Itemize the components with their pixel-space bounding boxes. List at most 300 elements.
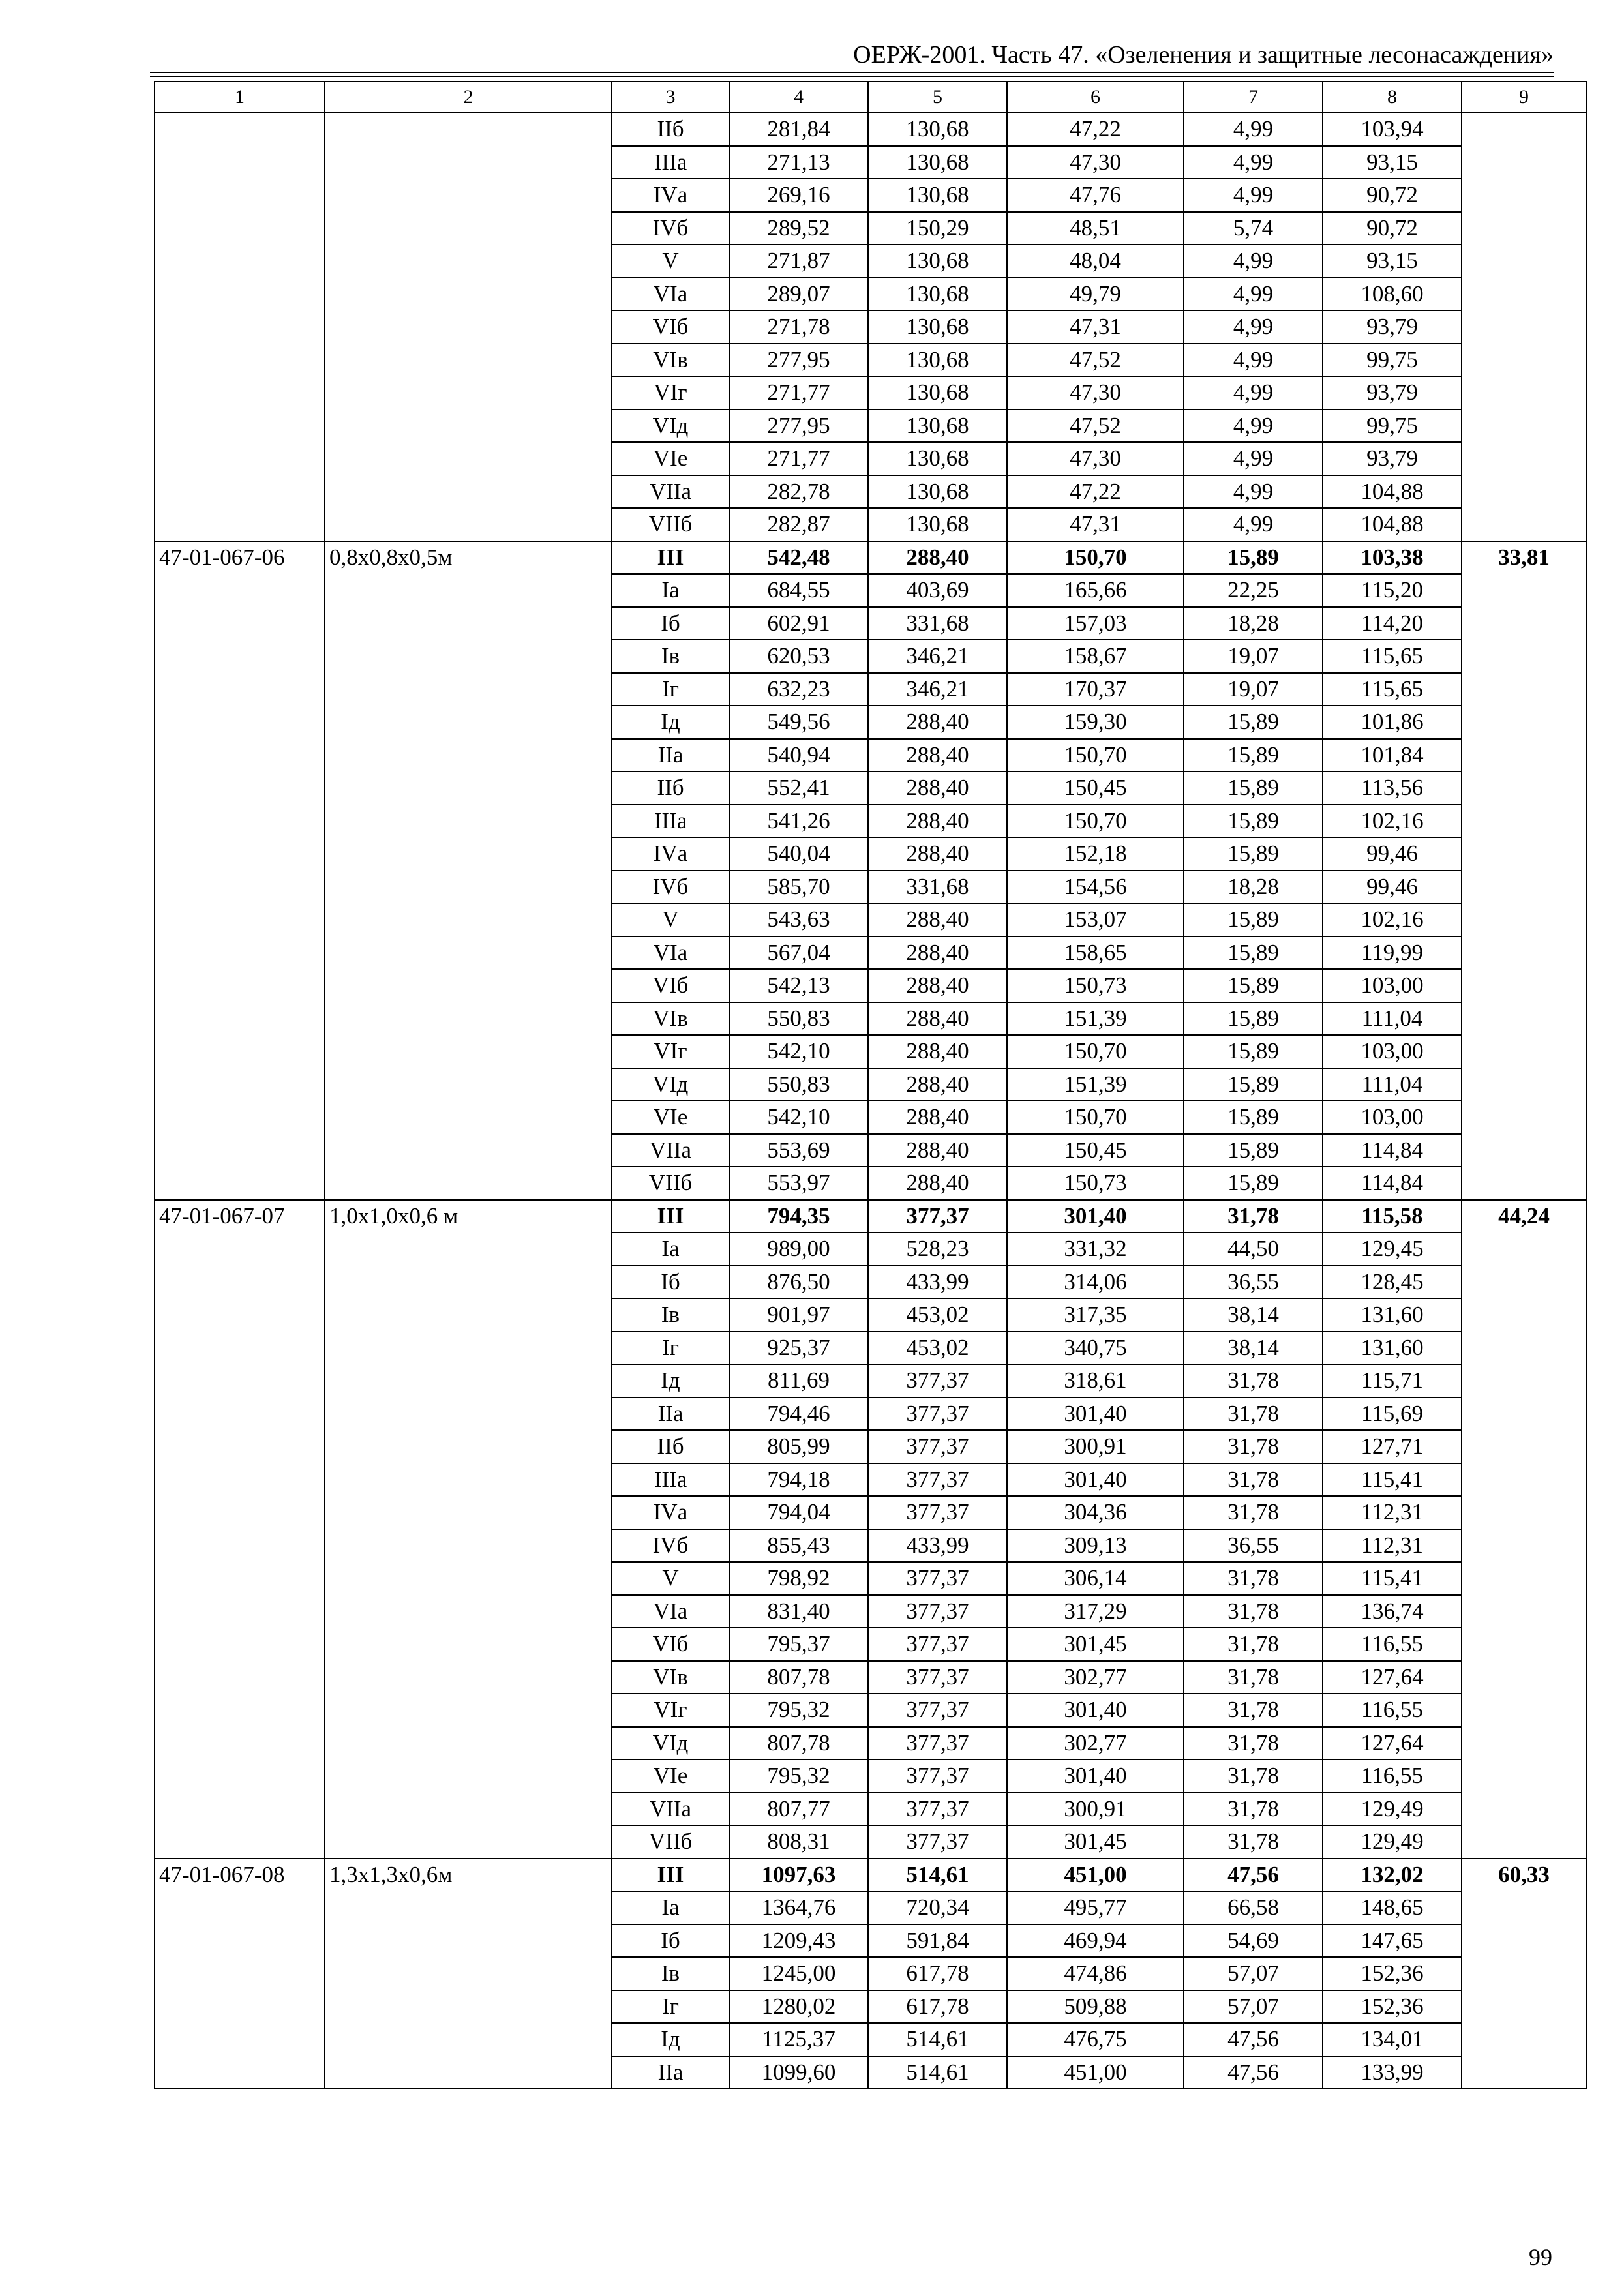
total-cost-cell: 684,55 bbox=[729, 574, 868, 607]
variant-cell: VIб bbox=[612, 1628, 729, 1661]
machines-cell: 306,14 bbox=[1007, 1562, 1184, 1595]
total-cost-cell: 795,32 bbox=[729, 1759, 868, 1793]
column-number: 2 bbox=[325, 82, 612, 113]
variant-cell: VIа bbox=[612, 278, 729, 311]
wages-cell: 720,34 bbox=[868, 1891, 1007, 1924]
total-cost-cell: 281,84 bbox=[729, 113, 868, 146]
total-cost-cell: 289,07 bbox=[729, 278, 868, 311]
variant-cell: VIе bbox=[612, 1101, 729, 1134]
wages-cell: 288,40 bbox=[868, 771, 1007, 805]
materials-cell: 115,20 bbox=[1323, 574, 1462, 607]
machinist-wages-cell: 31,78 bbox=[1184, 1364, 1323, 1398]
wages-cell: 288,40 bbox=[868, 739, 1007, 772]
materials-cell: 104,88 bbox=[1323, 475, 1462, 509]
variant-cell: VIб bbox=[612, 310, 729, 344]
variant-cell: VIIб bbox=[612, 508, 729, 541]
machinist-wages-cell: 36,55 bbox=[1184, 1529, 1323, 1563]
variant-cell: VIг bbox=[612, 1694, 729, 1727]
variant-cell: IVб bbox=[612, 871, 729, 904]
column-number: 7 bbox=[1184, 82, 1323, 113]
variant-cell: VIг bbox=[612, 376, 729, 410]
machines-cell: 170,37 bbox=[1007, 673, 1184, 706]
machinist-wages-cell: 15,89 bbox=[1184, 706, 1323, 739]
total-cost-cell: 794,35 bbox=[729, 1200, 868, 1233]
machinist-wages-cell: 15,89 bbox=[1184, 1134, 1323, 1167]
total-cost-cell: 794,46 bbox=[729, 1398, 868, 1431]
materials-cell: 93,79 bbox=[1323, 442, 1462, 475]
variant-cell: VIе bbox=[612, 1759, 729, 1793]
total-cost-cell: 542,10 bbox=[729, 1101, 868, 1134]
wages-cell: 377,37 bbox=[868, 1628, 1007, 1661]
machinist-wages-cell: 31,78 bbox=[1184, 1661, 1323, 1694]
machinist-wages-cell: 4,99 bbox=[1184, 376, 1323, 410]
machinist-wages-cell: 19,07 bbox=[1184, 673, 1323, 706]
variant-cell: IVа bbox=[612, 1496, 729, 1529]
column-number: 9 bbox=[1462, 82, 1586, 113]
wages-cell: 591,84 bbox=[868, 1924, 1007, 1958]
wages-cell: 377,37 bbox=[868, 1825, 1007, 1859]
total-cost-cell: 552,41 bbox=[729, 771, 868, 805]
total-cost-cell: 807,77 bbox=[729, 1793, 868, 1826]
variant-cell: V bbox=[612, 1562, 729, 1595]
total-cost-cell: 794,04 bbox=[729, 1496, 868, 1529]
machinist-wages-cell: 15,89 bbox=[1184, 541, 1323, 575]
variant-cell: Iг bbox=[612, 1990, 729, 2024]
machines-cell: 495,77 bbox=[1007, 1891, 1184, 1924]
materials-cell: 116,55 bbox=[1323, 1759, 1462, 1793]
variant-cell: VIа bbox=[612, 1595, 729, 1628]
materials-cell: 115,69 bbox=[1323, 1398, 1462, 1431]
total-cost-cell: 540,94 bbox=[729, 739, 868, 772]
variant-cell: VIв bbox=[612, 1002, 729, 1036]
wages-cell: 377,37 bbox=[868, 1694, 1007, 1727]
total-cost-cell: 1097,63 bbox=[729, 1859, 868, 1892]
total-cost-cell: 798,92 bbox=[729, 1562, 868, 1595]
materials-cell: 115,41 bbox=[1323, 1463, 1462, 1497]
variant-cell: Iб bbox=[612, 607, 729, 640]
variant-cell: III bbox=[612, 1859, 729, 1892]
column-number: 4 bbox=[729, 82, 868, 113]
code-cell: 47-01-067-08 bbox=[155, 1859, 325, 2089]
materials-cell: 152,36 bbox=[1323, 1957, 1462, 1990]
machinist-wages-cell: 5,74 bbox=[1184, 212, 1323, 245]
materials-cell: 114,20 bbox=[1323, 607, 1462, 640]
machinist-wages-cell: 19,07 bbox=[1184, 640, 1323, 673]
machines-cell: 153,07 bbox=[1007, 903, 1184, 936]
machinist-wages-cell: 4,99 bbox=[1184, 508, 1323, 541]
total-cost-cell: 282,87 bbox=[729, 508, 868, 541]
total-cost-cell: 542,48 bbox=[729, 541, 868, 575]
machinist-wages-cell: 31,78 bbox=[1184, 1793, 1323, 1826]
machines-cell: 150,70 bbox=[1007, 739, 1184, 772]
machinist-wages-cell: 4,99 bbox=[1184, 344, 1323, 377]
variant-cell: IIа bbox=[612, 2056, 729, 2089]
materials-cell: 104,88 bbox=[1323, 508, 1462, 541]
wages-cell: 288,40 bbox=[868, 1167, 1007, 1200]
machinist-wages-cell: 15,89 bbox=[1184, 771, 1323, 805]
machines-cell: 151,39 bbox=[1007, 1068, 1184, 1101]
machines-cell: 302,77 bbox=[1007, 1727, 1184, 1760]
machines-cell: 154,56 bbox=[1007, 871, 1184, 904]
total-cost-cell: 855,43 bbox=[729, 1529, 868, 1563]
wages-cell: 288,40 bbox=[868, 903, 1007, 936]
machinist-wages-cell: 54,69 bbox=[1184, 1924, 1323, 1958]
machines-cell: 301,40 bbox=[1007, 1398, 1184, 1431]
wages-cell: 288,40 bbox=[868, 706, 1007, 739]
column-number-row bbox=[155, 82, 1586, 113]
machines-cell: 331,32 bbox=[1007, 1233, 1184, 1266]
variant-cell: Iб bbox=[612, 1924, 729, 1958]
materials-cell: 127,64 bbox=[1323, 1661, 1462, 1694]
machines-cell: 158,67 bbox=[1007, 640, 1184, 673]
header-rule bbox=[150, 72, 1554, 77]
machines-cell: 158,65 bbox=[1007, 936, 1184, 970]
machinist-wages-cell: 31,78 bbox=[1184, 1628, 1323, 1661]
column-number: 6 bbox=[1007, 82, 1184, 113]
total-cost-cell: 271,77 bbox=[729, 376, 868, 410]
total-cost-cell: 602,91 bbox=[729, 607, 868, 640]
materials-cell: 147,65 bbox=[1323, 1924, 1462, 1958]
total-cost-cell: 553,97 bbox=[729, 1167, 868, 1200]
machinist-wages-cell: 31,78 bbox=[1184, 1200, 1323, 1233]
machinist-wages-cell: 15,89 bbox=[1184, 936, 1323, 970]
materials-cell: 111,04 bbox=[1323, 1068, 1462, 1101]
variant-cell: IIIа bbox=[612, 146, 729, 179]
wages-cell: 377,37 bbox=[868, 1364, 1007, 1398]
wages-cell: 130,68 bbox=[868, 179, 1007, 212]
machinist-wages-cell: 66,58 bbox=[1184, 1891, 1323, 1924]
wages-cell: 331,68 bbox=[868, 607, 1007, 640]
machines-cell: 47,30 bbox=[1007, 146, 1184, 179]
total-cost-cell: 1099,60 bbox=[729, 2056, 868, 2089]
variant-cell: VIв bbox=[612, 1661, 729, 1694]
variant-cell: Iд bbox=[612, 1364, 729, 1398]
materials-cell: 90,72 bbox=[1323, 179, 1462, 212]
machinist-wages-cell: 15,89 bbox=[1184, 903, 1323, 936]
variant-cell: Iа bbox=[612, 1233, 729, 1266]
materials-cell: 133,99 bbox=[1323, 2056, 1462, 2089]
size-cell: 1,3х1,3х0,6м bbox=[325, 1859, 612, 2089]
machinist-wages-cell: 31,78 bbox=[1184, 1430, 1323, 1463]
total-cost-cell: 567,04 bbox=[729, 936, 868, 970]
machinist-wages-cell: 38,14 bbox=[1184, 1332, 1323, 1365]
wages-cell: 130,68 bbox=[868, 410, 1007, 443]
total-cost-cell: 1245,00 bbox=[729, 1957, 868, 1990]
machines-cell: 150,73 bbox=[1007, 969, 1184, 1002]
wages-cell: 130,68 bbox=[868, 278, 1007, 311]
materials-cell: 134,01 bbox=[1323, 2023, 1462, 2056]
machines-cell: 157,03 bbox=[1007, 607, 1184, 640]
machines-cell: 451,00 bbox=[1007, 2056, 1184, 2089]
materials-cell: 152,36 bbox=[1323, 1990, 1462, 2024]
variant-cell: VIIб bbox=[612, 1167, 729, 1200]
wages-cell: 288,40 bbox=[868, 837, 1007, 871]
page-number: 99 bbox=[1529, 2244, 1552, 2270]
variant-cell: Iв bbox=[612, 1298, 729, 1332]
wages-cell: 331,68 bbox=[868, 871, 1007, 904]
wages-cell: 377,37 bbox=[868, 1496, 1007, 1529]
wages-cell: 130,68 bbox=[868, 146, 1007, 179]
variant-cell: III bbox=[612, 1200, 729, 1233]
wages-cell: 453,02 bbox=[868, 1332, 1007, 1365]
wages-cell: 377,37 bbox=[868, 1727, 1007, 1760]
materials-cell: 115,41 bbox=[1323, 1562, 1462, 1595]
wages-cell: 288,40 bbox=[868, 1035, 1007, 1068]
total-cost-cell: 542,10 bbox=[729, 1035, 868, 1068]
wages-cell: 433,99 bbox=[868, 1529, 1007, 1563]
wages-cell: 130,68 bbox=[868, 344, 1007, 377]
machinist-wages-cell: 47,56 bbox=[1184, 2056, 1323, 2089]
total-cost-cell: 811,69 bbox=[729, 1364, 868, 1398]
total-cost-cell: 550,83 bbox=[729, 1068, 868, 1101]
materials-cell: 148,65 bbox=[1323, 1891, 1462, 1924]
machinist-wages-cell: 4,99 bbox=[1184, 245, 1323, 278]
size-cell: 1,0х1,0х0,6 м bbox=[325, 1200, 612, 1859]
labor-cell: 33,81 bbox=[1462, 541, 1586, 1200]
machinist-wages-cell: 4,99 bbox=[1184, 442, 1323, 475]
machines-cell: 47,52 bbox=[1007, 344, 1184, 377]
machinist-wages-cell: 18,28 bbox=[1184, 871, 1323, 904]
materials-cell: 115,65 bbox=[1323, 673, 1462, 706]
machinist-wages-cell: 4,99 bbox=[1184, 146, 1323, 179]
machinist-wages-cell: 57,07 bbox=[1184, 1990, 1323, 2024]
materials-cell: 114,84 bbox=[1323, 1167, 1462, 1200]
variant-cell: VIIа bbox=[612, 1793, 729, 1826]
total-cost-cell: 282,78 bbox=[729, 475, 868, 509]
machines-cell: 314,06 bbox=[1007, 1266, 1184, 1299]
variant-cell: VIб bbox=[612, 969, 729, 1002]
materials-cell: 103,38 bbox=[1323, 541, 1462, 575]
wages-cell: 514,61 bbox=[868, 2056, 1007, 2089]
total-cost-cell: 543,63 bbox=[729, 903, 868, 936]
machinist-wages-cell: 31,78 bbox=[1184, 1759, 1323, 1793]
materials-cell: 101,86 bbox=[1323, 706, 1462, 739]
variant-cell: IVа bbox=[612, 179, 729, 212]
machinist-wages-cell: 57,07 bbox=[1184, 1957, 1323, 1990]
machinist-wages-cell: 4,99 bbox=[1184, 113, 1323, 146]
machines-cell: 47,30 bbox=[1007, 376, 1184, 410]
machinist-wages-cell: 22,25 bbox=[1184, 574, 1323, 607]
machines-cell: 152,18 bbox=[1007, 837, 1184, 871]
total-cost-cell: 1364,76 bbox=[729, 1891, 868, 1924]
wages-cell: 514,61 bbox=[868, 1859, 1007, 1892]
code-cell: 47-01-067-06 bbox=[155, 541, 325, 1200]
machinist-wages-cell: 15,89 bbox=[1184, 1068, 1323, 1101]
materials-cell: 90,72 bbox=[1323, 212, 1462, 245]
wages-cell: 377,37 bbox=[868, 1463, 1007, 1497]
variant-cell: Iа bbox=[612, 574, 729, 607]
materials-cell: 119,99 bbox=[1323, 936, 1462, 970]
wages-cell: 377,37 bbox=[868, 1430, 1007, 1463]
variant-cell: IIб bbox=[612, 771, 729, 805]
machines-cell: 304,36 bbox=[1007, 1496, 1184, 1529]
wages-cell: 130,68 bbox=[868, 442, 1007, 475]
machines-cell: 47,22 bbox=[1007, 475, 1184, 509]
materials-cell: 131,60 bbox=[1323, 1298, 1462, 1332]
machines-cell: 474,86 bbox=[1007, 1957, 1184, 1990]
wages-cell: 453,02 bbox=[868, 1298, 1007, 1332]
total-cost-cell: 805,99 bbox=[729, 1430, 868, 1463]
table-body bbox=[155, 82, 1586, 2089]
total-cost-cell: 277,95 bbox=[729, 344, 868, 377]
machines-cell: 300,91 bbox=[1007, 1430, 1184, 1463]
wages-cell: 130,68 bbox=[868, 475, 1007, 509]
variant-cell: Iд bbox=[612, 706, 729, 739]
machines-cell: 301,40 bbox=[1007, 1200, 1184, 1233]
variant-cell: Iг bbox=[612, 673, 729, 706]
machines-cell: 48,51 bbox=[1007, 212, 1184, 245]
machinist-wages-cell: 15,89 bbox=[1184, 1167, 1323, 1200]
variant-cell: Iв bbox=[612, 640, 729, 673]
variant-cell: IIIа bbox=[612, 1463, 729, 1497]
total-cost-cell: 553,69 bbox=[729, 1134, 868, 1167]
wages-cell: 288,40 bbox=[868, 969, 1007, 1002]
code-cell bbox=[155, 113, 325, 541]
wages-cell: 617,78 bbox=[868, 1990, 1007, 2024]
materials-cell: 127,71 bbox=[1323, 1430, 1462, 1463]
machinist-wages-cell: 4,99 bbox=[1184, 410, 1323, 443]
total-cost-cell: 277,95 bbox=[729, 410, 868, 443]
variant-cell: IIб bbox=[612, 1430, 729, 1463]
wages-cell: 130,68 bbox=[868, 508, 1007, 541]
variant-cell: Iа bbox=[612, 1891, 729, 1924]
machines-cell: 317,35 bbox=[1007, 1298, 1184, 1332]
machinist-wages-cell: 31,78 bbox=[1184, 1825, 1323, 1859]
machines-cell: 476,75 bbox=[1007, 2023, 1184, 2056]
column-number: 1 bbox=[155, 82, 325, 113]
materials-cell: 128,45 bbox=[1323, 1266, 1462, 1299]
size-cell: 0,8х0,8х0,5м bbox=[325, 541, 612, 1200]
machines-cell: 47,30 bbox=[1007, 442, 1184, 475]
materials-cell: 131,60 bbox=[1323, 1332, 1462, 1365]
materials-cell: 103,00 bbox=[1323, 969, 1462, 1002]
machinist-wages-cell: 31,78 bbox=[1184, 1398, 1323, 1431]
materials-cell: 99,75 bbox=[1323, 410, 1462, 443]
machinist-wages-cell: 47,56 bbox=[1184, 2023, 1323, 2056]
table-row bbox=[155, 541, 1586, 575]
variant-cell: IIа bbox=[612, 739, 729, 772]
machinist-wages-cell: 44,50 bbox=[1184, 1233, 1323, 1266]
total-cost-cell: 925,37 bbox=[729, 1332, 868, 1365]
wages-cell: 403,69 bbox=[868, 574, 1007, 607]
machinist-wages-cell: 31,78 bbox=[1184, 1694, 1323, 1727]
variant-cell: IIа bbox=[612, 1398, 729, 1431]
machines-cell: 301,45 bbox=[1007, 1628, 1184, 1661]
materials-cell: 115,71 bbox=[1323, 1364, 1462, 1398]
variant-cell: VIа bbox=[612, 936, 729, 970]
variant-cell: VIд bbox=[612, 1068, 729, 1101]
total-cost-cell: 542,13 bbox=[729, 969, 868, 1002]
variant-cell: III bbox=[612, 541, 729, 575]
machines-cell: 302,77 bbox=[1007, 1661, 1184, 1694]
materials-cell: 103,00 bbox=[1323, 1035, 1462, 1068]
wages-cell: 288,40 bbox=[868, 1068, 1007, 1101]
machines-cell: 301,40 bbox=[1007, 1463, 1184, 1497]
labor-cell: 60,33 bbox=[1462, 1859, 1586, 2089]
materials-cell: 93,15 bbox=[1323, 146, 1462, 179]
price-table bbox=[154, 81, 1587, 2089]
column-number: 3 bbox=[612, 82, 729, 113]
wages-cell: 528,23 bbox=[868, 1233, 1007, 1266]
materials-cell: 93,79 bbox=[1323, 376, 1462, 410]
column-number: 5 bbox=[868, 82, 1007, 113]
variant-cell: VIг bbox=[612, 1035, 729, 1068]
machines-cell: 301,40 bbox=[1007, 1694, 1184, 1727]
code-cell: 47-01-067-07 bbox=[155, 1200, 325, 1859]
wages-cell: 377,37 bbox=[868, 1759, 1007, 1793]
materials-cell: 99,46 bbox=[1323, 837, 1462, 871]
machines-cell: 150,70 bbox=[1007, 1035, 1184, 1068]
wages-cell: 288,40 bbox=[868, 541, 1007, 575]
total-cost-cell: 271,77 bbox=[729, 442, 868, 475]
variant-cell: VIIа bbox=[612, 475, 729, 509]
variant-cell: IVа bbox=[612, 837, 729, 871]
materials-cell: 115,65 bbox=[1323, 640, 1462, 673]
machines-cell: 47,31 bbox=[1007, 508, 1184, 541]
wages-cell: 377,37 bbox=[868, 1793, 1007, 1826]
materials-cell: 101,84 bbox=[1323, 739, 1462, 772]
machines-cell: 47,52 bbox=[1007, 410, 1184, 443]
total-cost-cell: 831,40 bbox=[729, 1595, 868, 1628]
total-cost-cell: 807,78 bbox=[729, 1661, 868, 1694]
materials-cell: 99,46 bbox=[1323, 871, 1462, 904]
machines-cell: 165,66 bbox=[1007, 574, 1184, 607]
machinist-wages-cell: 31,78 bbox=[1184, 1562, 1323, 1595]
total-cost-cell: 540,04 bbox=[729, 837, 868, 871]
machines-cell: 47,22 bbox=[1007, 113, 1184, 146]
wages-cell: 514,61 bbox=[868, 2023, 1007, 2056]
total-cost-cell: 269,16 bbox=[729, 179, 868, 212]
machinist-wages-cell: 31,78 bbox=[1184, 1463, 1323, 1497]
total-cost-cell: 550,83 bbox=[729, 1002, 868, 1036]
machines-cell: 49,79 bbox=[1007, 278, 1184, 311]
wages-cell: 433,99 bbox=[868, 1266, 1007, 1299]
wages-cell: 346,21 bbox=[868, 640, 1007, 673]
wages-cell: 377,37 bbox=[868, 1595, 1007, 1628]
wages-cell: 346,21 bbox=[868, 673, 1007, 706]
total-cost-cell: 795,32 bbox=[729, 1694, 868, 1727]
variant-cell: Iд bbox=[612, 2023, 729, 2056]
machines-cell: 318,61 bbox=[1007, 1364, 1184, 1398]
wages-cell: 377,37 bbox=[868, 1200, 1007, 1233]
variant-cell: VIв bbox=[612, 344, 729, 377]
machinist-wages-cell: 38,14 bbox=[1184, 1298, 1323, 1332]
wages-cell: 130,68 bbox=[868, 310, 1007, 344]
machinist-wages-cell: 47,56 bbox=[1184, 1859, 1323, 1892]
variant-cell: IIб bbox=[612, 113, 729, 146]
machines-cell: 301,40 bbox=[1007, 1759, 1184, 1793]
variant-cell: IIIа bbox=[612, 805, 729, 838]
labor-cell: 44,24 bbox=[1462, 1200, 1586, 1859]
wages-cell: 288,40 bbox=[868, 805, 1007, 838]
total-cost-cell: 585,70 bbox=[729, 871, 868, 904]
column-number: 8 bbox=[1323, 82, 1462, 113]
machinist-wages-cell: 15,89 bbox=[1184, 837, 1323, 871]
machines-cell: 150,70 bbox=[1007, 1101, 1184, 1134]
machines-cell: 309,13 bbox=[1007, 1529, 1184, 1563]
materials-cell: 102,16 bbox=[1323, 903, 1462, 936]
machinist-wages-cell: 36,55 bbox=[1184, 1266, 1323, 1299]
wages-cell: 130,68 bbox=[868, 113, 1007, 146]
materials-cell: 113,56 bbox=[1323, 771, 1462, 805]
machines-cell: 150,70 bbox=[1007, 541, 1184, 575]
page-header: ОЕРЖ-2001. Часть 47. «Озеленения и защитные лесонасаждения» bbox=[853, 41, 1554, 68]
wages-cell: 377,37 bbox=[868, 1562, 1007, 1595]
table-row bbox=[155, 1200, 1586, 1233]
machines-cell: 300,91 bbox=[1007, 1793, 1184, 1826]
materials-cell: 112,31 bbox=[1323, 1496, 1462, 1529]
materials-cell: 93,79 bbox=[1323, 310, 1462, 344]
